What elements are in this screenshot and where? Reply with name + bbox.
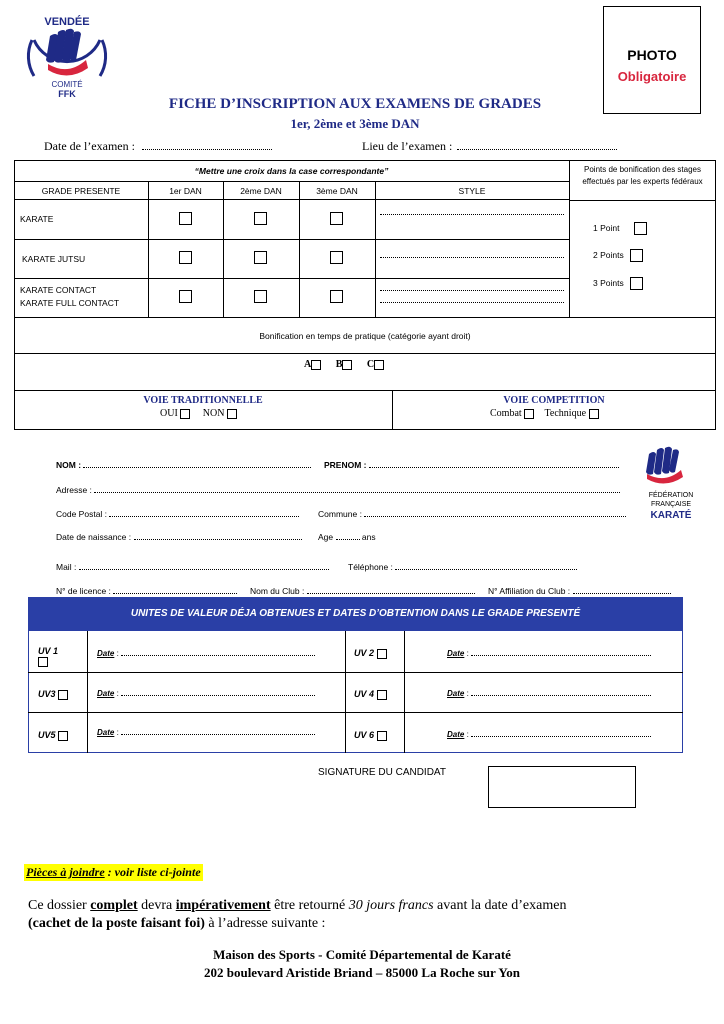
ffk-logo-line1: FÉDÉRATION bbox=[648, 492, 694, 499]
uv4-text: UV 4 bbox=[354, 689, 375, 699]
affiliation-row bbox=[488, 586, 671, 596]
prenom-input[interactable] bbox=[369, 467, 619, 468]
photo-box-required: Obligatoire bbox=[617, 69, 687, 84]
technique-label: Technique bbox=[544, 408, 587, 419]
points-1-label: 1 Point bbox=[593, 222, 620, 233]
checkbox-jutsu-dan3[interactable] bbox=[330, 251, 343, 264]
affiliation-input[interactable] bbox=[573, 593, 671, 594]
checkbox-combat[interactable] bbox=[524, 409, 534, 419]
checkbox-karate-dan2[interactable] bbox=[254, 212, 267, 225]
grade-table-line bbox=[569, 200, 716, 201]
uv4-date-label: Date bbox=[447, 689, 465, 698]
voie-comp-title: VOIE COMPETITION bbox=[503, 395, 605, 406]
uv-table-line bbox=[404, 631, 405, 753]
uv4-label bbox=[354, 689, 387, 700]
age-label: Age bbox=[318, 532, 334, 542]
checkbox-bonif-b[interactable] bbox=[342, 360, 352, 370]
uv1-date-input[interactable] bbox=[121, 655, 315, 656]
exam-place-input[interactable] bbox=[457, 149, 617, 150]
uv-table-line bbox=[345, 631, 346, 753]
nom-label: NOM : bbox=[56, 460, 82, 470]
uv4-date: Date : bbox=[447, 689, 651, 698]
grade-table-line bbox=[14, 278, 569, 279]
checkbox-points-3[interactable] bbox=[630, 277, 643, 290]
style-input-full-contact[interactable] bbox=[380, 302, 564, 303]
checkbox-karate-dan3[interactable] bbox=[330, 212, 343, 225]
adresse-label: Adresse : bbox=[56, 485, 92, 495]
ffk-logo-line3: KARATÉ bbox=[650, 510, 692, 521]
notice-jours: 30 jours francs bbox=[348, 898, 434, 913]
notice-paragraph bbox=[28, 897, 708, 933]
exam-date-input[interactable] bbox=[142, 149, 272, 150]
photo-box-label: PHOTO bbox=[627, 47, 677, 63]
grade-table-line bbox=[14, 199, 569, 200]
style-input-karate[interactable] bbox=[380, 214, 564, 215]
address-line1: Maison des Sports - Comité Départemental de Karaté bbox=[213, 947, 511, 962]
checkbox-uv2[interactable] bbox=[377, 649, 387, 659]
table-instruction: “Mettre une croix dans la case correspondante” bbox=[194, 166, 389, 176]
checkbox-technique[interactable] bbox=[589, 409, 599, 419]
bonif-c-label: C bbox=[366, 359, 375, 370]
grade-table-line bbox=[223, 181, 224, 317]
notice-cachet: (cachet de la poste faisant foi) bbox=[28, 916, 205, 931]
checkbox-contact-dan1[interactable] bbox=[179, 290, 192, 303]
row-label-karate-full-contact: KARATE FULL CONTACT bbox=[20, 298, 120, 308]
uv2-date-input[interactable] bbox=[471, 655, 651, 656]
photo-box bbox=[603, 6, 701, 114]
ffk-logo bbox=[636, 444, 706, 526]
style-input-jutsu[interactable] bbox=[380, 257, 564, 258]
uv4-date-input[interactable] bbox=[471, 695, 651, 696]
row-label-karate-jutsu: KARATE JUTSU bbox=[22, 254, 86, 264]
uv5-date-input[interactable] bbox=[121, 734, 315, 735]
uv3-label bbox=[38, 689, 68, 700]
grade-table-line bbox=[299, 181, 300, 317]
checkbox-uv3[interactable] bbox=[58, 690, 68, 700]
code-postal-label: Code Postal : bbox=[56, 509, 108, 519]
checkbox-uv5[interactable] bbox=[58, 731, 68, 741]
pieces-highlight bbox=[24, 864, 203, 881]
code-postal-row bbox=[56, 509, 299, 519]
pieces-underlined: Pièces à joindre bbox=[26, 865, 105, 879]
uv5-date-label: Date bbox=[97, 728, 115, 737]
prenom-row bbox=[324, 460, 619, 470]
uv5-date: Date : bbox=[97, 728, 315, 737]
adresse-input[interactable] bbox=[94, 492, 620, 493]
grade-table-line bbox=[14, 317, 716, 318]
non-label: NON bbox=[202, 408, 225, 419]
notice-imperativement: impérativement bbox=[175, 898, 271, 913]
col-header-dan2: 2ème DAN bbox=[240, 186, 282, 196]
notice-part5: à l’adresse suivante : bbox=[204, 916, 326, 931]
signature-label: SIGNATURE DU CANDIDAT bbox=[318, 767, 446, 778]
checkbox-karate-dan1[interactable] bbox=[179, 212, 192, 225]
checkbox-uv6[interactable] bbox=[377, 731, 387, 741]
nom-input[interactable] bbox=[83, 467, 311, 468]
date-naissance-row bbox=[56, 532, 302, 542]
checkbox-points-2[interactable] bbox=[630, 249, 643, 262]
page-subtitle: 1er, 2ème et 3ème DAN bbox=[290, 116, 420, 131]
mail-label: Mail : bbox=[56, 562, 77, 572]
page-title: FICHE D’INSCRIPTION AUX EXAMENS DE GRADES bbox=[168, 96, 542, 112]
pieces-rest: : voir liste ci-jointe bbox=[104, 865, 201, 879]
checkbox-jutsu-dan2[interactable] bbox=[254, 251, 267, 264]
checkbox-bonif-a[interactable] bbox=[311, 360, 321, 370]
licence-row bbox=[56, 586, 237, 596]
grade-table-line bbox=[14, 181, 569, 182]
uv3-date: Date : bbox=[97, 689, 315, 698]
code-postal-input[interactable] bbox=[109, 516, 299, 517]
grade-table-line bbox=[14, 390, 716, 391]
col-header-dan1: 1er DAN bbox=[169, 186, 202, 196]
points-3 bbox=[593, 277, 643, 290]
points-2-label: 2 Points bbox=[593, 249, 624, 260]
commune-row bbox=[318, 509, 626, 519]
checkbox-oui[interactable] bbox=[180, 409, 190, 419]
row-label-karate: KARATE bbox=[20, 214, 54, 224]
points-1 bbox=[593, 222, 647, 235]
notice-part1: Ce dossier bbox=[28, 898, 91, 913]
affiliation-label: N° Affiliation du Club : bbox=[488, 586, 571, 596]
uv6-date: Date : bbox=[447, 730, 651, 739]
bonus-header: Points de bonification des stages effectués par les experts fédéraux bbox=[582, 165, 703, 186]
style-input-contact[interactable] bbox=[380, 290, 564, 291]
bonif-temps-label: Bonification en temps de pratique (catégorie ayant droit) bbox=[259, 331, 471, 341]
checkbox-uv1[interactable] bbox=[38, 657, 48, 667]
signature-box[interactable] bbox=[488, 766, 636, 808]
uv2-date-label: Date bbox=[447, 649, 465, 658]
oui-label: OUI bbox=[160, 408, 178, 419]
grade-table-line bbox=[569, 160, 570, 317]
commune-input[interactable] bbox=[364, 516, 626, 517]
licence-label: N° de licence : bbox=[56, 586, 111, 596]
bonif-b-label: B bbox=[335, 359, 343, 370]
uv3-date-label: Date bbox=[97, 689, 115, 698]
prenom-label: PRENOM : bbox=[324, 460, 367, 470]
telephone-row bbox=[348, 562, 577, 572]
exam-place-label: Lieu de l’examen : bbox=[362, 139, 453, 153]
mail-input[interactable] bbox=[79, 569, 329, 570]
exam-place-row bbox=[362, 139, 617, 154]
grade-table-line bbox=[375, 181, 376, 317]
telephone-input[interactable] bbox=[395, 569, 577, 570]
checkbox-jutsu-dan1[interactable] bbox=[179, 251, 192, 264]
uv5-text: UV5 bbox=[38, 730, 56, 740]
comite-logo-bottom-text: COMITÉ bbox=[51, 80, 83, 89]
voie-trad-title: VOIE TRADITIONNELLE bbox=[143, 395, 263, 406]
club-label: Nom du Club : bbox=[250, 586, 305, 596]
checkbox-points-1[interactable] bbox=[634, 222, 647, 235]
mail-row bbox=[56, 562, 329, 572]
exam-date-label: Date de l’examen : bbox=[44, 139, 135, 153]
uv-table-line bbox=[87, 631, 88, 753]
uv2-date: Date : bbox=[447, 649, 651, 658]
checkbox-contact-dan2[interactable] bbox=[254, 290, 267, 303]
uv-table-line bbox=[28, 672, 683, 673]
notice-part2: devra bbox=[137, 898, 176, 913]
comite-logo-brand: FFK bbox=[58, 89, 76, 99]
age-input[interactable] bbox=[336, 539, 360, 540]
uv1-date-label: Date bbox=[97, 649, 115, 658]
col-header-dan3: 3ème DAN bbox=[316, 186, 358, 196]
notice-part3: être retourné bbox=[270, 898, 349, 913]
uv6-label bbox=[354, 730, 387, 741]
uv2-text: UV 2 bbox=[354, 648, 375, 658]
voie-comp-options bbox=[490, 408, 599, 419]
uv6-text: UV 6 bbox=[354, 730, 375, 740]
comite-logo-top-text: VENDÉE bbox=[44, 16, 90, 28]
grade-table-line bbox=[14, 353, 716, 354]
col-header-grade: GRADE PRESENTE bbox=[41, 186, 121, 196]
uv6-date-label: Date bbox=[447, 730, 465, 739]
row-label-karate-contact: KARATE CONTACT bbox=[20, 285, 97, 295]
ffk-logo-line2: FRANÇAISE bbox=[650, 501, 692, 508]
grade-table-line bbox=[148, 181, 149, 317]
uv3-text: UV3 bbox=[38, 689, 56, 699]
points-2 bbox=[593, 249, 643, 262]
bonif-options bbox=[304, 359, 384, 370]
licence-input[interactable] bbox=[113, 593, 237, 594]
age-row bbox=[318, 532, 376, 542]
grade-table-line bbox=[14, 239, 569, 240]
checkbox-non[interactable] bbox=[227, 409, 237, 419]
club-row bbox=[250, 586, 475, 596]
checkbox-contact-dan3[interactable] bbox=[330, 290, 343, 303]
notice-part4: avant la date d’examen bbox=[433, 898, 567, 913]
uv1-text: UV 1 bbox=[38, 646, 59, 656]
uv-table-line bbox=[28, 712, 683, 713]
checkbox-bonif-c[interactable] bbox=[374, 360, 384, 370]
comite-logo bbox=[24, 10, 110, 100]
uv5-label bbox=[38, 730, 68, 741]
ffk-logo-graphic bbox=[641, 444, 701, 486]
date-naissance-input[interactable] bbox=[134, 539, 302, 540]
checkbox-uv4[interactable] bbox=[377, 690, 387, 700]
nom-row bbox=[56, 460, 311, 470]
adresse-row bbox=[56, 485, 620, 495]
combat-label: Combat bbox=[490, 408, 522, 419]
age-unit: ans bbox=[361, 532, 376, 542]
col-header-style: STYLE bbox=[458, 186, 486, 196]
uv2-label bbox=[354, 648, 387, 659]
commune-label: Commune : bbox=[318, 509, 362, 519]
uv-table-header: UNITES DE VALEUR DÉJA OBTENUES ET DATES D’OBTENTION DANS LE GRADE PRESENTÉ bbox=[28, 597, 683, 631]
notice-complet: complet bbox=[90, 898, 138, 913]
points-3-label: 3 Points bbox=[593, 277, 624, 288]
uv1-date: Date : bbox=[97, 649, 315, 658]
voie-trad-options bbox=[160, 408, 237, 419]
address-line2: 202 boulevard Aristide Briand – 85000 La Roche sur Yon bbox=[203, 965, 520, 980]
club-input[interactable] bbox=[307, 593, 475, 594]
telephone-label: Téléphone : bbox=[348, 562, 393, 572]
exam-date-row bbox=[44, 139, 272, 154]
uv1-label bbox=[38, 646, 58, 667]
bonif-a-label: A bbox=[304, 359, 312, 370]
uv6-date-input[interactable] bbox=[471, 736, 651, 737]
uv3-date-input[interactable] bbox=[121, 695, 315, 696]
date-naissance-label: Date de naissance : bbox=[56, 532, 132, 542]
